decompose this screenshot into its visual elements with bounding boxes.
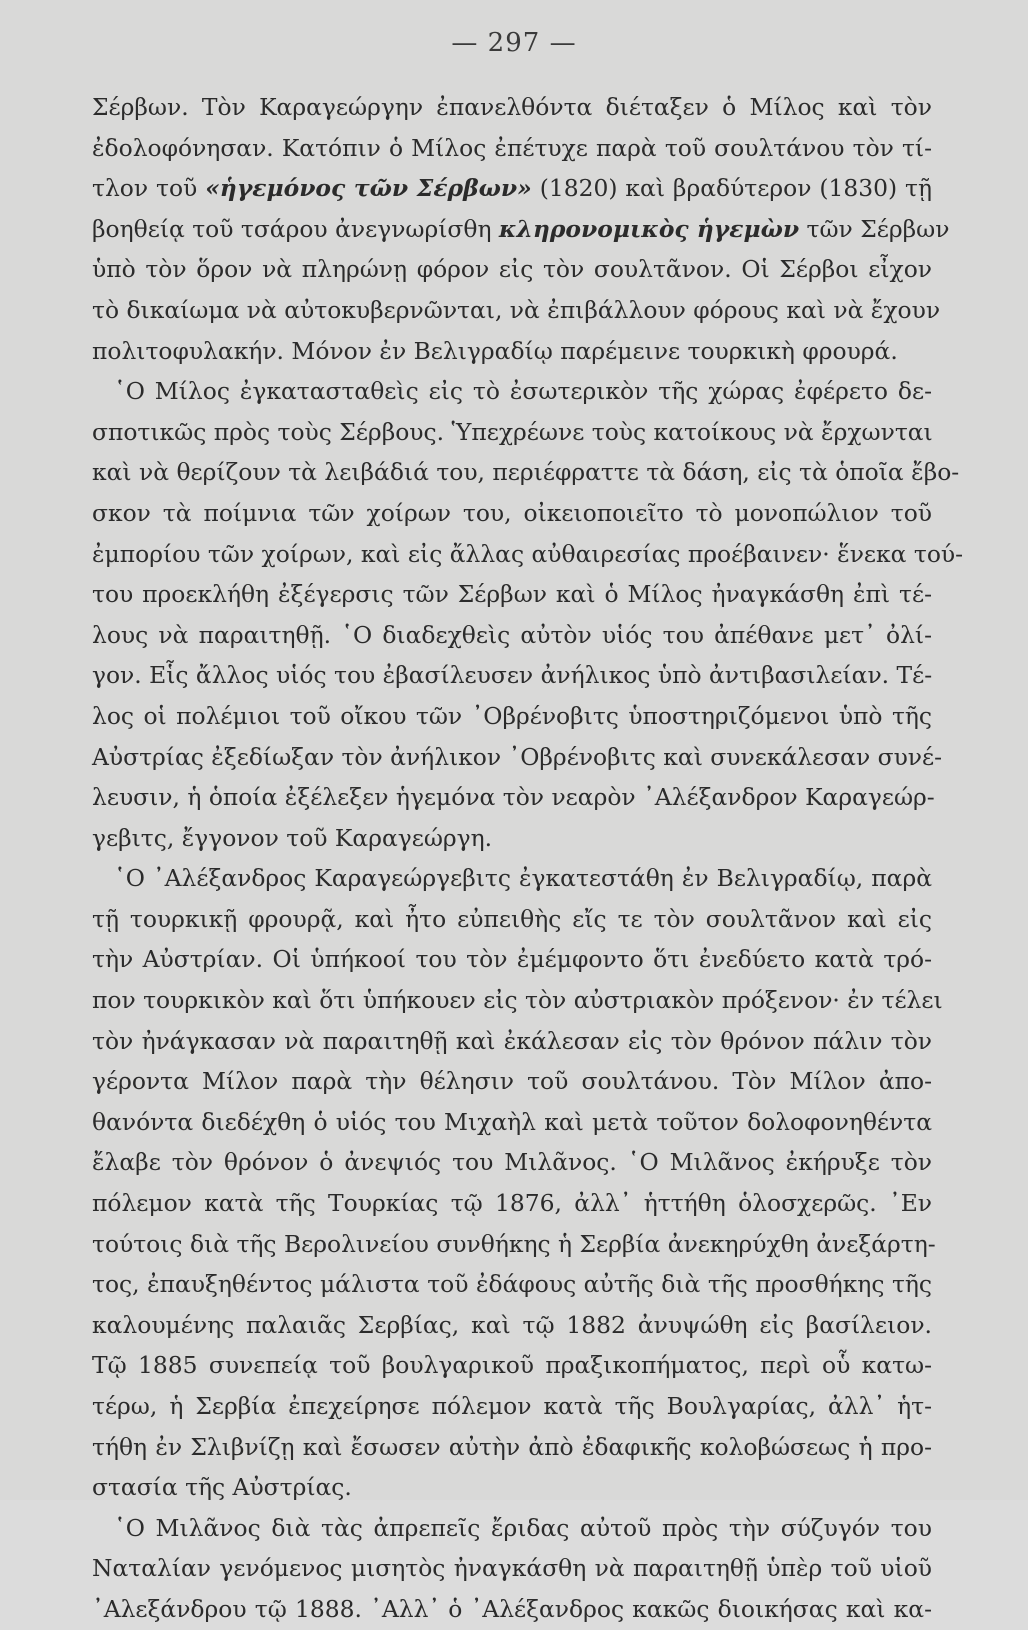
text-run: τῶν Σέρβων <box>799 214 950 243</box>
text-line <box>92 249 932 290</box>
text-line <box>92 168 932 209</box>
text-line <box>92 1061 932 1102</box>
text-line <box>92 696 932 737</box>
text-line <box>92 1021 932 1062</box>
text-run: τος, ἐπαυξηθέντος μάλιστα τοῦ ἐδάφους αὐτῆς διὰ τῆς προσθήκης τῆς <box>92 1270 932 1299</box>
text-run: ῾Ο ᾽Αλέξανδρος Καραγεώργεβιτς ἐγκατεστάθη ἐν Βελιγραδίῳ, παρὰ <box>114 864 932 893</box>
text-run: σκον τὰ ποίμνια τῶν χοίρων του, οἰκειοποιεῖτο τὸ μονοπώλιον τοῦ <box>92 498 932 527</box>
text-line <box>92 493 932 534</box>
text-line <box>92 209 950 250</box>
text-line <box>92 331 932 372</box>
text-run: πον τουρκικὸν καὶ ὅτι ὑπήκουεν εἰς τὸν αὐστριακὸν πρόξενον· ἐν τέλει <box>92 986 943 1015</box>
text-run: στασία τῆς Αὐστρίας. <box>92 1473 352 1502</box>
text-line <box>92 980 943 1021</box>
text-run: ἔλαβε τὸν θρόνον ὁ ἀνεψιός του Μιλᾶνος. ῾Ο Μιλᾶνος ἐκήρυξε τὸν <box>92 1148 932 1177</box>
emphasized-phrase: κληρονομικὸς ἡγεμὼν <box>498 214 800 243</box>
text-run: θανόντα διεδέχθη ὁ υἱός του Μιχαὴλ καὶ μετὰ τοῦτον δολοφονηθέντα <box>92 1107 932 1136</box>
text-run: λους νὰ παραιτηθῇ. ῾Ο διαδεχθεὶς αὐτὸν υἱός του ἀπέθανε μετ᾽ ὀλί- <box>92 620 932 649</box>
text-run: Ναταλίαν γενόμενος μισητὸς ἠναγκάσθη νὰ παραιτηθῇ ὑπὲρ τοῦ υἱοῦ <box>92 1554 932 1583</box>
text-line <box>92 371 932 412</box>
text-run: βοηθείᾳ τοῦ τσάρου ἀνεγνωρίσθη <box>92 214 499 243</box>
text-line <box>92 1548 932 1589</box>
text-run: Σέρβων. Τὸν Καραγεώργην ἐπανελθόντα διέταξεν ὁ Μίλος καὶ τὸν <box>92 93 932 121</box>
text-line <box>92 574 932 615</box>
text-run: σποτικῶς πρὸς τοὺς Σέρβους. Ὑπεχρέωνε τοὺς κατοίκους νὰ ἔρχωνται <box>92 417 933 446</box>
text-run: λος οἱ πολέμιοι τοῦ οἴκου τῶν ᾽Οβρένοβιτς ὑποστηριζόμενοι ὑπὸ τῆς <box>92 701 932 730</box>
text-run: τὸν ἠνάγκασαν νὰ παραιτηθῇ καὶ ἐκάλεσαν εἰς τὸν θρόνον πάλιν τὸν <box>92 1026 932 1055</box>
text-line <box>92 1345 932 1386</box>
text-line <box>92 939 932 980</box>
text-run: καὶ νὰ θερίζουν τὰ λειβάδιά του, περιέφραττε τὰ δάση, εἰς τὰ ὁποῖα ἔβο- <box>92 458 960 487</box>
text-line <box>92 1427 932 1468</box>
text-run: τῇ τουρκικῇ φρουρᾷ, καὶ ἦτο εὐπειθὴς εἴς τε τὸν σουλτᾶνον καὶ εἰς <box>92 904 932 933</box>
text-line <box>92 1183 932 1224</box>
text-run: τήθη ἐν Σλιβνίζῃ καὶ ἔσωσεν αὐτὴν ἀπὸ ἐδαφικῆς κολοβώσεως ἡ προ- <box>92 1432 932 1461</box>
text-run: γέροντα Μίλον παρὰ τὴν θέλησιν τοῦ σουλτάνου. Τὸν Μίλον ἀπο- <box>92 1067 932 1096</box>
text-line <box>92 818 932 859</box>
text-line <box>92 87 932 128</box>
text-run: του προεκλήθη ἐξέγερσις τῶν Σέρβων καὶ ὁ Μίλος ἠναγκάσθη ἐπὶ τέ- <box>92 580 932 609</box>
text-run: ἐδολοφόνησαν. Κατόπιν ὁ Μίλος ἐπέτυχε παρὰ τοῦ σουλτάνου τὸν τί- <box>92 133 932 162</box>
text-line <box>92 1386 932 1427</box>
text-run: τὴν Αὐστρίαν. Οἱ ὑπήκοοί του τὸν ἐμέμφοντο ὅτι ἐνεδύετο κατὰ τρό- <box>92 945 932 974</box>
text-run: τέρω, ἡ Σερβία ἐπεχείρησε πόλεμον κατὰ τῆς Βουλγαρίας, ἀλλ᾽ ἡτ- <box>92 1392 932 1420</box>
text-run: ὑπὸ τὸν ὅρον νὰ πληρώνῃ φόρον εἰς τὸν σουλτᾶνον. Οἱ Σέρβοι εἶχον <box>92 255 932 284</box>
text-run: γον. Εἷς ἄλλος υἱός του ἐβασίλευσεν ἀνήλικος ὑπὸ ἀντιβασιλείαν. Τέ- <box>92 661 933 690</box>
text-line <box>92 1589 932 1630</box>
text-run: πολιτοφυλακήν. Μόνον ἐν Βελιγραδίῳ παρέμεινε τουρκικὴ φρουρά. <box>92 336 898 365</box>
text-line <box>92 1508 932 1549</box>
text-run: ῾Ο Μιλᾶνος διὰ τὰς ἀπρεπεῖς ἔριδας αὐτοῦ πρὸς τὴν σύζυγόν του <box>114 1513 932 1542</box>
text-run: πόλεμον κατὰ τῆς Τουρκίας τῷ 1876, ἀλλ᾽ ἡττήθη ὁλοσχερῶς. ᾽Εν <box>92 1189 932 1218</box>
text-line <box>92 655 932 696</box>
text-line <box>92 899 932 940</box>
text-run: τὸ δικαίωμα νὰ αὐτοκυβερνῶνται, νὰ ἐπιβάλλουν φόρους καὶ νὰ ἔχουν <box>92 295 941 324</box>
text-line <box>92 412 932 453</box>
text-line <box>92 290 941 331</box>
text-run: τλον τοῦ <box>92 174 206 203</box>
text-line <box>92 615 932 656</box>
text-line <box>92 1142 932 1183</box>
text-line <box>92 452 960 493</box>
text-line <box>92 1305 932 1346</box>
text-run: ἐμπορίου τῶν χοίρων, καὶ εἰς ἄλλας αὐθαιρεσίας προέβαινεν· ἕνεκα τού- <box>92 539 964 568</box>
text-line <box>92 534 964 575</box>
text-line <box>92 858 932 899</box>
text-line <box>92 1467 932 1508</box>
text-run: (1820) καὶ βραδύτερον (1830) τῇ <box>531 174 933 203</box>
text-line <box>92 777 935 818</box>
text-line <box>92 1264 932 1305</box>
text-line <box>92 128 932 169</box>
text-run: γεβιτς, ἔγγονον τοῦ Καραγεώργη. <box>92 823 493 852</box>
text-line <box>92 1224 936 1265</box>
text-line <box>92 737 943 778</box>
text-run: Αὐστρίας ἐξεδίωξαν τὸν ἀνήλικον ᾽Οβρένοβιτς καὶ συνεκάλεσαν συνέ- <box>92 742 943 771</box>
text-line <box>92 1102 932 1143</box>
text-run: λευσιν, ἡ ὁποία ἐξέλεξεν ἡγεμόνα τὸν νεαρὸν ᾽Αλέξανδρον Καραγεώρ- <box>92 783 935 812</box>
text-run: καλουμένης παλαιᾶς Σερβίας, καὶ τῷ 1882 ἀνυψώθη εἰς βασίλειον. <box>92 1310 932 1339</box>
text-run: ῾Ο Μίλος ἐγκατασταθεὶς εἰς τὸ ἐσωτερικὸν τῆς χώρας ἐφέρετο δε- <box>114 377 932 406</box>
text-run: ᾽Αλεξάνδρου τῷ 1888. ᾽Αλλ᾽ ὁ ᾽Αλέξανδρος κακῶς διοικήσας καὶ κα- <box>92 1594 932 1623</box>
emphasized-phrase: «ἡγεμόνος τῶν Σέρβων» <box>205 174 532 203</box>
text-run: Τῷ 1885 συνεπείᾳ τοῦ βουλγαρικοῦ πραξικοπήματος, περὶ οὗ κατω- <box>92 1351 932 1380</box>
body-text <box>92 87 964 1630</box>
text-run: τούτοις διὰ τῆς Βερολινείου συνθήκης ἡ Σερβία ἀνεκηρύχθη ἀνεξάρτη- <box>92 1229 936 1258</box>
page-number: — 297 — <box>451 28 577 58</box>
